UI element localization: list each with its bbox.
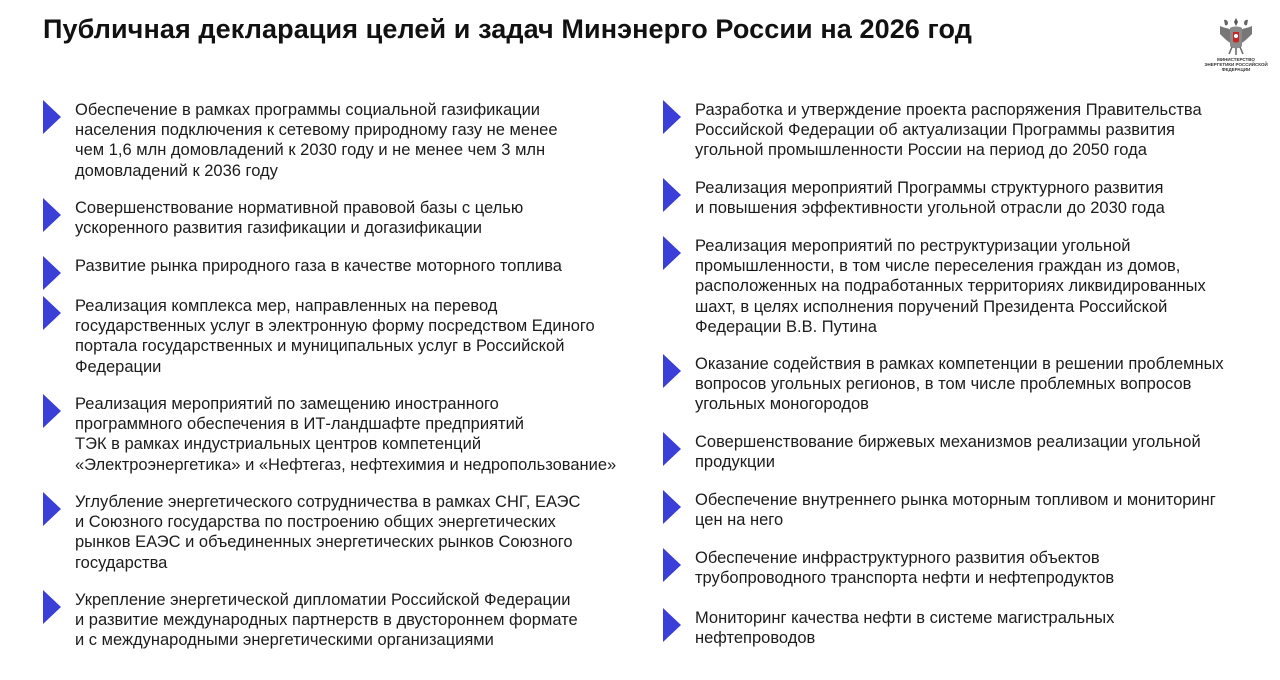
list-item-line: Оказание содействия в рамках компетенции в решении проблемных bbox=[695, 355, 1224, 373]
list-item-line: продукции bbox=[695, 453, 775, 472]
list-item-line: Реализация мероприятий по реструктуризации угольной bbox=[695, 237, 1131, 255]
list-item-line: Обеспечение инфраструктурного развития объектов bbox=[695, 549, 1100, 567]
list-item-line: Реализация комплекса мер, направленных на перевод bbox=[75, 297, 498, 315]
list-item-line: Развитие рынка природного газа в качестве моторного топлива bbox=[75, 257, 562, 275]
chevron-right-icon bbox=[663, 548, 681, 582]
list-item-line: Совершенствование биржевых механизмов реализации угольной bbox=[695, 433, 1201, 451]
list-item-line: Мониторинг качества нефти в системе магистральных bbox=[695, 609, 1115, 627]
chevron-right-icon bbox=[43, 394, 61, 428]
list-item-text bbox=[75, 492, 650, 573]
list-item-line: Реализация мероприятий Программы структурного развития bbox=[695, 179, 1164, 197]
list-item-line: и повышения эффективности угольной отрасли до 2030 года bbox=[695, 199, 1165, 218]
list-item-line: цен на него bbox=[695, 511, 784, 530]
list-item-text bbox=[695, 236, 1270, 337]
list-item-line: Совершенствование нормативной правовой базы с целью bbox=[75, 199, 524, 217]
list-item-text bbox=[75, 256, 650, 276]
list-item-line: ускоренного развития газификации и догазификации bbox=[75, 219, 482, 238]
chevron-right-icon bbox=[43, 296, 61, 330]
list-item-text bbox=[695, 178, 1270, 218]
list-item-text bbox=[75, 296, 650, 377]
list-item-text bbox=[75, 198, 650, 238]
list-item-line: домовладений к 2036 году bbox=[75, 161, 278, 180]
list-item-line: «Электроэнергетика» и «Нефтегаз, нефтехимия и недропользование» bbox=[75, 455, 617, 474]
chevron-right-icon bbox=[43, 590, 61, 624]
list-item-text bbox=[75, 100, 650, 181]
list-item-text bbox=[75, 590, 650, 651]
list-item-line: государственных услуг в электронную форму посредством Единого bbox=[75, 317, 595, 336]
chevron-right-icon bbox=[663, 432, 681, 466]
list-item-line: ТЭК в рамках индустриальных центров компетенций bbox=[75, 435, 482, 454]
list-item-line: населения подключения к сетевому природному газу не менее bbox=[75, 121, 558, 140]
chevron-right-icon bbox=[43, 100, 61, 134]
chevron-right-icon bbox=[43, 256, 61, 290]
list-item-line: Российской Федерации об актуализации Программы развития bbox=[695, 121, 1175, 140]
list-item-line: Обеспечение в рамках программы социальной газификации bbox=[75, 101, 541, 119]
chevron-right-icon bbox=[43, 492, 61, 526]
list-item-line: Разработка и утверждение проекта распоряжения Правительства bbox=[695, 101, 1202, 119]
list-item-line: Федерации bbox=[75, 357, 162, 376]
chevron-right-icon bbox=[43, 198, 61, 232]
list-item-line: вопросов угольных регионов, в том числе проблемных вопросов bbox=[695, 375, 1192, 394]
chevron-right-icon bbox=[663, 608, 681, 642]
list-item-line: трубопроводного транспорта нефти и нефтепродуктов bbox=[695, 569, 1115, 588]
list-item-line: Обеспечение внутреннего рынка моторным топливом и мониторинг bbox=[695, 491, 1216, 509]
list-item-line: и развитие международных партнерств в двустороннем формате bbox=[75, 611, 578, 630]
list-item-line: программного обеспечения в ИТ-ландшафте предприятий bbox=[75, 415, 524, 434]
list-item-line: нефтепроводов bbox=[695, 629, 816, 648]
list-item-text bbox=[695, 432, 1270, 472]
chevron-right-icon bbox=[663, 354, 681, 388]
chevron-right-icon bbox=[663, 100, 681, 134]
list-item-line: рынков ЕАЭС и объединенных энергетических рынков Союзного bbox=[75, 533, 573, 552]
eagle-emblem-icon bbox=[1216, 14, 1256, 56]
list-item-line: и Союзного государства по построению общих энергетических bbox=[75, 513, 556, 532]
list-item-text bbox=[695, 548, 1270, 588]
list-item-text bbox=[75, 394, 650, 475]
list-item-line: угольной промышленности России на период до 2050 года bbox=[695, 141, 1147, 160]
list-item-line: и с международными энергетическими организациями bbox=[75, 631, 494, 650]
list-item-text bbox=[695, 490, 1270, 530]
list-item-line: чем 1,6 млн домовладений к 2030 году и не менее чем 3 млн bbox=[75, 141, 546, 160]
list-item-line: Реализация мероприятий по замещению иностранного bbox=[75, 395, 499, 413]
list-item-line: шахт, в целях исполнения поручений Президента Российской bbox=[695, 297, 1168, 316]
logo-caption: МИНИСТЕРСТВО ЭНЕРГЕТИКИ РОССИЙСКОЙ ФЕДЕРАЦИИ bbox=[1204, 57, 1268, 72]
page-title: Публичная декларация целей и задач Минэнерго России на 2026 год bbox=[43, 14, 972, 44]
chevron-right-icon bbox=[663, 236, 681, 270]
list-item-line: промышленности, в том числе переселения граждан из домов, bbox=[695, 257, 1181, 276]
list-item-line: государства bbox=[75, 553, 168, 572]
ministry-logo bbox=[1204, 14, 1268, 70]
list-item-text bbox=[695, 608, 1270, 648]
list-item-line: портала государственных и муниципальных услуг в Российской bbox=[75, 337, 565, 356]
chevron-right-icon bbox=[663, 490, 681, 524]
list-item-line: Укрепление энергетической дипломатии Российской Федерации bbox=[75, 591, 571, 609]
list-item-line: расположенных на подработанных территориях ликвидированных bbox=[695, 277, 1206, 296]
list-item-text bbox=[695, 354, 1270, 415]
list-item-line: Федерации В.В. Путина bbox=[695, 317, 877, 336]
list-item-line: Углубление энергетического сотрудничества в рамках СНГ, ЕАЭС bbox=[75, 493, 581, 511]
list-item-line: угольных моногородов bbox=[695, 395, 869, 414]
chevron-right-icon bbox=[663, 178, 681, 212]
list-item-text bbox=[695, 100, 1270, 161]
